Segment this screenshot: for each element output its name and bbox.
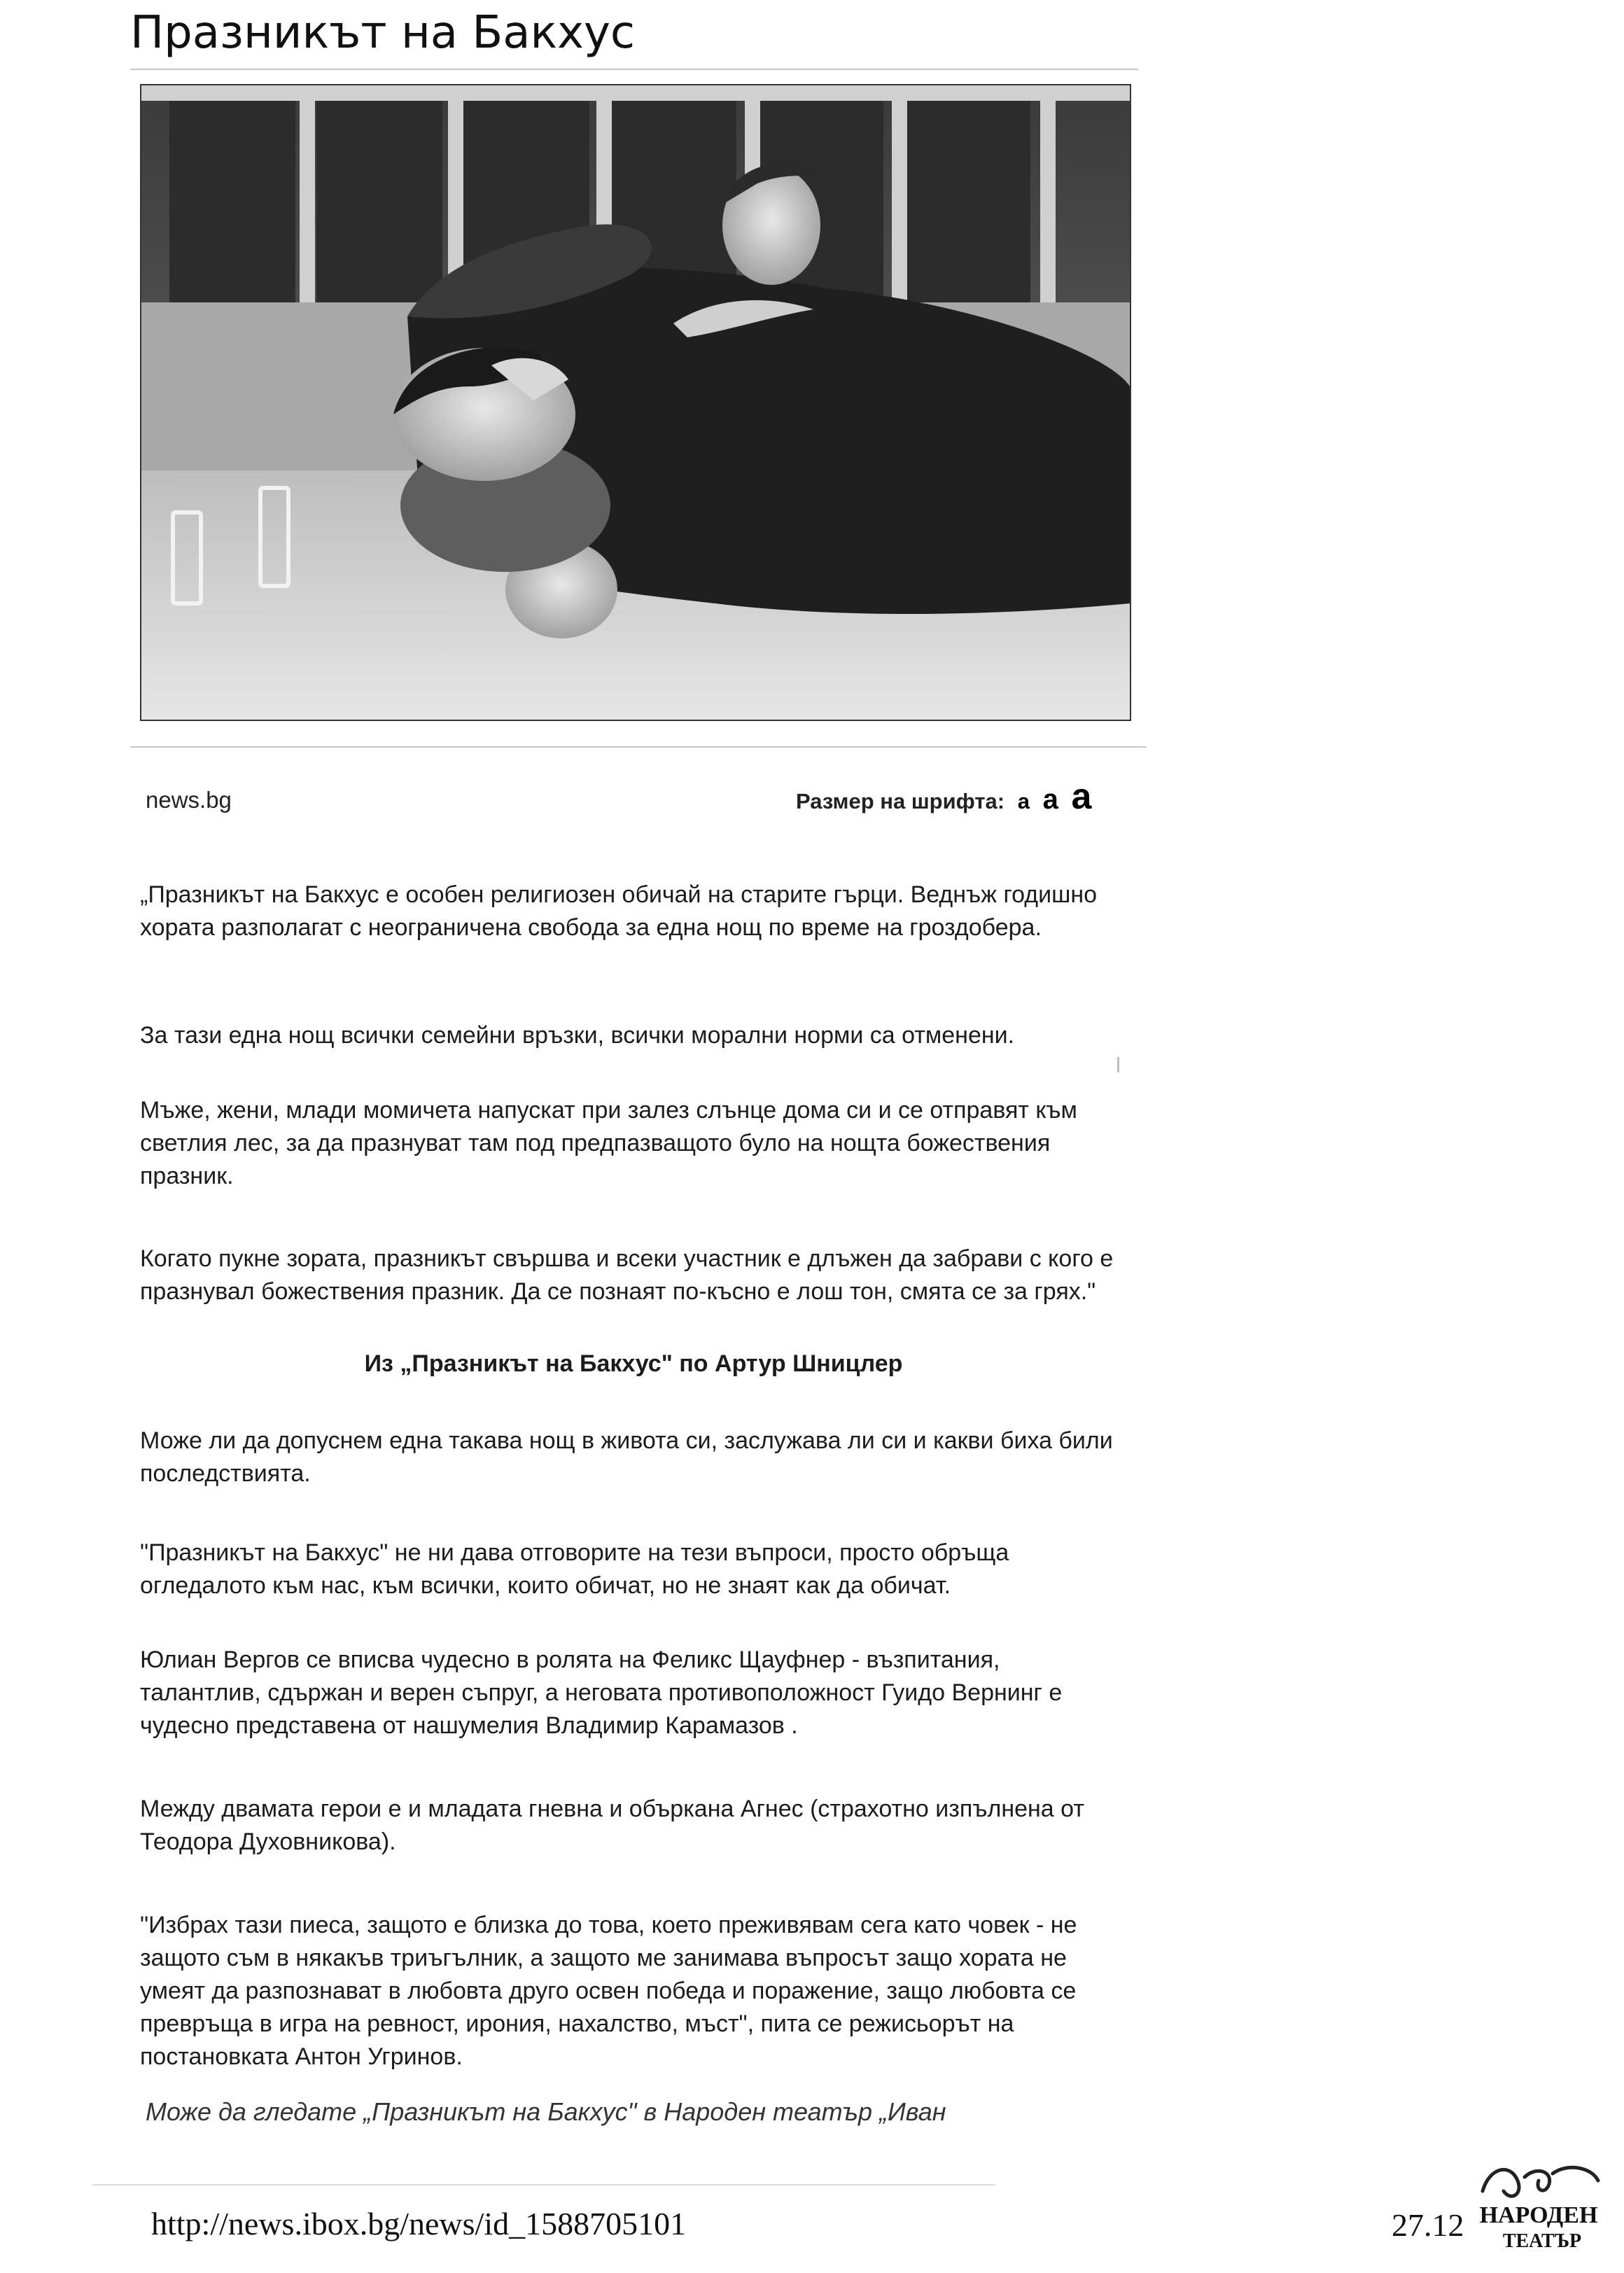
article-paragraph: „Празникът на Бакхус е особен религиозен обичай на старите гърци. Веднъж годишно хората разполагат с неограничена свобода за една нощ по време на гроздобера. [140,881,1098,941]
font-size-large-button[interactable]: a [1071,776,1092,817]
stamp-logo-icon [1469,2153,1609,2258]
theatre-stamp [1469,2153,1609,2258]
article-paragraph: Юлиан Вергов се вписва чудесно в ролята на Феликс Щауфнер - възпитания, талантлив, сдържан и верен съпруг, а неговата противоположност Гуидо Вернинг е чудесно представена от нашумелия Владимир Карамазов . [140,1646,1063,1739]
font-size-medium-button[interactable]: a [1042,784,1058,815]
article-paragraph: "Празникът на Бакхус" не ни дава отговорите на тези въпроси, просто обръща огледалото към нас, към всички, които обичат, но не знаят как да обичат. [140,1539,1009,1599]
article-paragraph: Когато пукне зората, празникът свършва и всеки участник е длъжен да забрави с кого е празнувал божествения празник. Да се познаят по-късно е лош тон, смята се за грях." [140,1245,1114,1305]
top-divider [130,69,1138,70]
article-paragraph: "Избрах тази пиеса, защото е близка до това, което преживявам сега като човек - не защото съм в някакъв триъгълник, а защото ме занимава въпросът защо хората не умеят да разпознават в любовта друго освен победа и поражение, защо любовта се превръща в игра на ревност, ирония, нахалство, мъст", пита се режисьорът на постановката Антон Угринов. [140,1912,1077,2070]
font-size-label: Размер на шрифта: [796,789,1005,813]
article-paragraph: Мъже, жени, млади момичета напускат при залез слънце дома си и се отправят към светлия лес, за да празнуват там под предпазващото було на нощта божествения празник. [140,1097,1077,1189]
font-size-control [796,776,1091,818]
quote-attribution: Из „Празникът на Бакхус" по Артур Шницлер [364,1350,903,1377]
article-paragraph: За тази една нощ всички семейни връзки, всички морални норми са отменени. [140,1022,1015,1049]
scan-mark [1117,1057,1119,1072]
photo-illustration [141,85,1130,720]
article-paragraph: Между двамата герои е и младата гневна и объркана Агнес (страхотно изпълнена от Теодора Духовникова). [140,1796,1084,1855]
font-size-small-button[interactable]: a [1017,789,1030,813]
clipping-date: 27.12 [1392,2207,1464,2243]
source-label: news.bg [146,787,232,813]
photo-divider [130,746,1147,748]
article-paragraph: Може ли да допуснем една такава нощ в живота си, заслужава ли си и какви биха били последствията. [140,1427,1113,1487]
article-title: Празникът на Бакхус [130,7,636,59]
article-footnote: Може да гледате „Празникът на Бакхус" в Народен театър „Иван [146,2097,946,2126]
stamp-line-1: НАРОДЕН [1479,2202,1598,2228]
source-url[interactable]: http://news.ibox.bg/news/id_1588705101 [151,2206,687,2241]
stamp-line-2: ТЕАТЪР [1502,2230,1582,2252]
article-photo [140,84,1131,721]
footer-divider [92,2184,995,2185]
